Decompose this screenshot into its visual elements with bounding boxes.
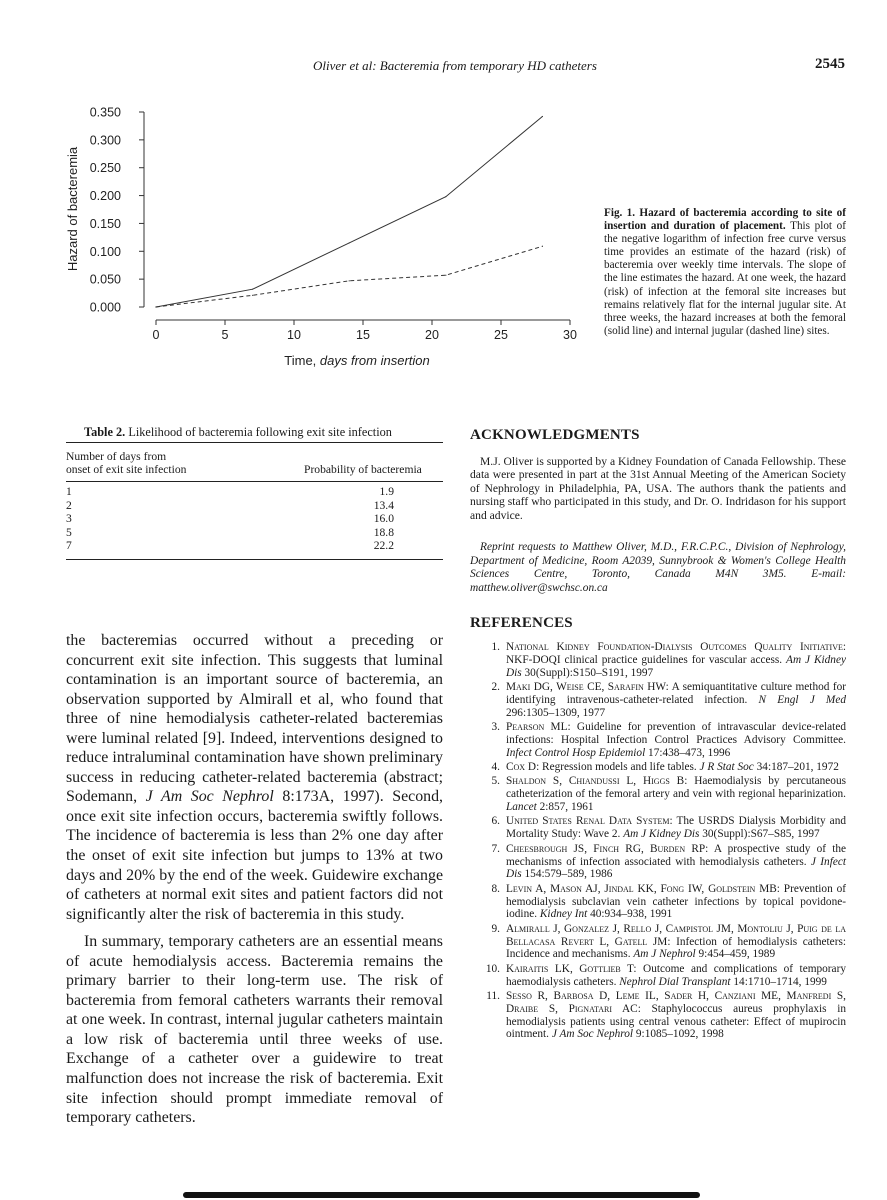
reference-citation: 34:187–201, 1972 <box>753 761 839 774</box>
chart-series <box>155 116 543 308</box>
reference-authors: Cheesbrough JS, Finch RG, Burden RP: <box>506 842 709 855</box>
table-cell-days: 3 <box>66 512 72 526</box>
body-paragraph <box>66 631 443 924</box>
table-cell-probability: 22.2 <box>373 539 394 553</box>
reference-item <box>470 721 846 760</box>
reference-text <box>506 761 846 774</box>
table-cell-probability: 16.0 <box>373 512 394 526</box>
table-cell-probability: 13.4 <box>373 498 394 512</box>
reference-item <box>470 641 846 680</box>
reference-citation: 296:1305–1309, 1977 <box>506 706 606 719</box>
reference-number: 7. <box>491 842 500 855</box>
reference-title: Outcome and complications of temporary haemodialysis catheters. <box>506 962 846 988</box>
table-cell-days: 2 <box>66 498 72 512</box>
table-row <box>66 540 443 554</box>
chart-y-tick-label: 0.100 <box>89 244 121 259</box>
table-col1-header-line1: Number of days from <box>66 450 167 463</box>
reference-citation: 9:1085–1092, 1998 <box>633 1028 724 1041</box>
table-label: Table 2. <box>84 425 126 439</box>
chart-point <box>445 196 446 197</box>
reference-journal: Nephrol Dial Transplant <box>619 975 731 988</box>
figure-caption <box>604 207 846 338</box>
chart-point <box>349 242 350 243</box>
chart-x-axis-label <box>284 353 429 368</box>
reference-number: 10. <box>485 962 500 975</box>
reference-authors: Sesso R, Barbosa D, Leme IL, Sader H, Canziani ME, Manfredi S, Draibe S, Pignatari AC: <box>506 989 846 1015</box>
reference-number: 5. <box>491 775 500 788</box>
reference-authors: Shaldon S, Chiandussi L, Higgs B: <box>506 775 688 788</box>
chart-y-tick-label: 0.150 <box>89 216 121 231</box>
table-title <box>84 425 392 440</box>
chart-point <box>252 295 253 296</box>
references-heading: REFERENCES <box>470 615 573 631</box>
table-row <box>66 500 443 514</box>
chart-point <box>155 306 156 307</box>
chart-x-tick-label: 20 <box>425 328 439 342</box>
reference-citation: 30(Suppl):S67–S85, 1997 <box>699 828 820 841</box>
chart-y-tick-label: 0.250 <box>89 161 121 176</box>
table-cell-days: 5 <box>66 525 72 539</box>
reference-journal: Infect Control Hosp Epidemiol <box>506 746 646 759</box>
chart-x-tick-label: 15 <box>356 328 370 342</box>
table-row <box>66 513 443 527</box>
reference-item <box>470 923 846 962</box>
reference-number: 11. <box>486 989 500 1002</box>
chart-point <box>349 280 350 281</box>
body-text <box>66 631 443 1128</box>
reference-journal: Kidney Int <box>539 908 588 921</box>
table-cell-probability: 1.9 <box>379 485 394 498</box>
chart-x-tick-label: 30 <box>563 328 577 342</box>
reference-item <box>470 681 846 720</box>
reference-citation: 9:454–459, 1989 <box>695 948 776 961</box>
reference-number: 1. <box>491 641 500 653</box>
reference-text <box>506 843 846 882</box>
chart-x-tick-label: 25 <box>494 328 508 342</box>
body-paragraph-1b: 8:173A, 1997). Second, once exit site infection occurs, bacteremia swiftly follows. The incidence of bacteremia is less than 2% one day after the onset of exit site infection but jumps to 13% at two days and 20% by the end of the week. Guidewire exchange of catheters at normal exit sites and patient factors did not significantly alter the risk of bacteremia in this study. <box>66 788 444 923</box>
reference-citation: 40:934–938, 1991 <box>587 908 673 921</box>
reference-authors: Cox D: <box>506 761 540 774</box>
reference-text <box>506 641 846 680</box>
reference-authors: Kairaitis LK, Gottlieb T: <box>506 962 637 975</box>
reprint-text: Reprint requests to Matthew Oliver, M.D., F.R.C.P.C., Division of Nephrology, Department of Medicine, Room A2039, Sunnybrook & Women's College Health Sciences Centre, Toronto, Canada M4N 3M5. <box>470 541 846 580</box>
reference-title: A semiquantitative culture method for identifying intravenous-catheter-related infection. <box>506 681 847 706</box>
chart-y-tick-label: 0.200 <box>89 189 121 204</box>
chart-axes <box>90 106 577 343</box>
reference-text <box>506 883 846 922</box>
reference-title: Guideline for prevention of intravascular device-related infections: Hospital Infection Control Practices Advisory Committee. <box>506 721 846 746</box>
reference-item <box>470 883 846 922</box>
reference-journal: Am J Nephrol <box>633 948 696 961</box>
chart-x-tick-label: 5 <box>221 328 229 342</box>
chart-point <box>252 289 253 290</box>
table-bottom-rule <box>66 559 443 560</box>
table-col2-header: Probability of bacteremia <box>304 463 422 476</box>
chart-x-axis-label-prefix: Time, <box>284 353 320 368</box>
body-paragraph: In summary, temporary catheters are an essential means of acute hemodialysis access. Bacteremia remains the primary barrier to their long-term use. The risk of bacteremia from femoral catheters warrants their removal at one week. In contrast, internal jugular catheters maintain a low risk of bacteremia until three weeks of use. Exchange of a catheter over a guidewire to treat malfunction does not increase the risk of bacteremia. Exit site infection should prompt immediate removal of temporary catheters. <box>66 933 443 1127</box>
reference-title: Haemodialysis by percutaneous catheterization of the femoral artery and vein with regional heparinization. <box>506 775 846 801</box>
reference-journal: Am J Kidney Dis <box>506 653 846 679</box>
reference-number: 4. <box>491 761 500 774</box>
reference-citation: 30(Suppl):S150–S191, 1997 <box>521 666 654 679</box>
reference-item <box>470 963 846 989</box>
acknowledgments-heading: ACKNOWLEDGMENTS <box>470 427 640 443</box>
table-col1-header-line2: onset of exit site infection <box>66 463 187 476</box>
table-body <box>66 486 443 554</box>
page-number: 2545 <box>815 56 845 72</box>
reference-text <box>506 815 846 841</box>
references-list <box>470 641 846 1043</box>
reference-item <box>470 761 846 774</box>
table-cell-probability: 18.8 <box>373 525 394 539</box>
chart-point <box>542 246 543 247</box>
table-cell-days: 7 <box>66 539 72 553</box>
body-paragraph-1a: the bacteremias occurred without a preceding or concurrent exit site infection. This suggests that luminal contamination is an important source of bacteremia, an observation supported by Almirall et al, who found that three of nine hemodialysis catheter-related bacteremias were luminal related [9]. Indeed, interventions designed to reduce intraluminal contamination have shown preliminary success in reducing catheter-related bacteremia (abstract; Sodemann, <box>66 632 443 806</box>
reference-text <box>506 681 846 720</box>
reference-citation: 2:857, 1961 <box>536 801 594 814</box>
chart-x-tick-label: 0 <box>152 328 160 342</box>
chart-y-tick-label: 0.000 <box>89 300 121 315</box>
figure-caption-label: Fig. 1. Hazard of bacteremia according to site of insertion and duration of placement. <box>604 207 846 233</box>
reference-number: 2. <box>491 681 500 694</box>
figure-caption-text: This plot of the negative logarithm of infection free curve versus time provides an estimate of the hazard (risk) of bacteremia over weekly time intervals. The slope of the line estimates the hazard. At one week, the hazard (risk) of infection at the femoral site increases but remains relatively flat for the internal jugular site. At three weeks, the hazard increases at both the femoral (solid line) and internal jugular (dashed line) sites. <box>604 220 846 337</box>
table-row <box>66 486 443 500</box>
reference-title: Staphylococcus aureus prophylaxis in hemodialysis patients using central venous catheter: Effect of mupirocin ointment. <box>506 1002 846 1041</box>
table-cell-days: 1 <box>66 485 72 498</box>
chart-series-line-solid <box>156 117 542 308</box>
reference-journal: J R Stat Soc <box>699 761 754 774</box>
running-header <box>0 58 860 80</box>
reference-journal: Lancet <box>506 801 537 814</box>
chart-point <box>445 275 446 276</box>
reference-authors: Levin A, Mason AJ, Jindal KK, Fong IW, Goldstein MB: <box>506 882 780 895</box>
reference-text <box>506 721 846 760</box>
reference-text <box>506 963 846 989</box>
reference-journal: N Engl J Med <box>758 693 846 706</box>
chart-y-axis-label: Hazard of bacteremia <box>65 146 80 272</box>
home-indicator-bar <box>183 1192 700 1198</box>
reference-citation: 17:438–473, 1996 <box>645 746 731 759</box>
reference-journal: Am J Kidney Dis <box>623 828 700 841</box>
reference-item <box>470 775 846 814</box>
chart-x-tick-label: 10 <box>287 328 301 342</box>
reference-authors: National Kidney Foundation-Dialysis Outcomes Quality Initiative: <box>506 641 846 653</box>
reference-item <box>470 990 846 1041</box>
reference-text <box>506 775 846 814</box>
reference-title: Infection of hemodialysis catheters: Incidence and mechanisms. <box>506 935 846 961</box>
reference-number: 9. <box>491 922 500 935</box>
chart-y-tick-label: 0.300 <box>89 133 121 148</box>
table-title-text: Likelihood of bacteremia following exit site infection <box>128 425 392 439</box>
table-col1-header <box>66 450 186 476</box>
table-top-rule <box>66 442 443 443</box>
reference-authors: Pearson ML: <box>506 721 571 734</box>
reference-authors: Maki DG, Weise CE, Sarafin HW: <box>506 681 669 694</box>
reference-title: NKF-DOQI clinical practice guidelines for vascular access. <box>506 653 787 666</box>
chart-y-tick-label: 0.050 <box>89 272 121 287</box>
table-header-rule <box>66 481 443 482</box>
reference-title: A prospective study of the mechanisms of infection associated with hemodialysis catheters. <box>506 842 847 868</box>
reference-item <box>470 815 846 841</box>
reference-authors: United States Renal Data System: <box>506 815 673 828</box>
reference-title: Prevention of hemodialysis subclavian vein catheter infections by topical povidone-iodine. <box>506 882 846 921</box>
reference-number: 3. <box>491 721 500 734</box>
chart-x-axis-label-italic: days from insertion <box>319 353 430 368</box>
running-title: Oliver et al: Bacteremia from temporary HD catheters <box>313 58 597 73</box>
reference-text <box>506 923 846 962</box>
body-citation-journal: J Am Soc Nephrol <box>145 788 274 806</box>
reference-citation: 154:579–589, 1986 <box>521 868 613 881</box>
reprint-info <box>470 541 846 595</box>
reference-title: Regression models and life tables. <box>539 761 700 774</box>
reference-number: 8. <box>491 882 500 895</box>
chart-y-tick-label: 0.350 <box>89 105 121 120</box>
reference-journal: J Infect Dis <box>506 855 846 881</box>
reference-text <box>506 990 846 1041</box>
reference-title: The USRDS Dialysis Morbidity and Mortality Study: Wave 2. <box>506 815 846 841</box>
reference-number: 6. <box>491 815 500 828</box>
chart-series-line-dashed <box>156 246 542 307</box>
chart-point <box>542 116 543 117</box>
acknowledgments-text: M.J. Oliver is supported by a Kidney Foundation of Canada Fellowship. These data were presented in part at the 31st Annual Meeting of the American Society of Nephrology in Philadelphia, PA, USA. The authors thank the patients and nursing staff who participated in this study, and Dr. O. Indridason for his support and advice. <box>470 455 846 522</box>
table-row <box>66 527 443 541</box>
reference-item <box>470 843 846 882</box>
hazard-chart <box>60 100 590 380</box>
reprint-email: E-mail: matthew.oliver@swchsc.on.ca <box>470 568 846 594</box>
reference-authors: Almirall J, Gonzalez J, Rello J, Campistol JM, Montoliu J, Puig de la Bellacasa Revert L, Gatell JM: <box>506 922 846 948</box>
reference-journal: J Am Soc Nephrol <box>551 1028 634 1041</box>
reference-citation: 14:1710–1714, 1999 <box>730 975 827 988</box>
